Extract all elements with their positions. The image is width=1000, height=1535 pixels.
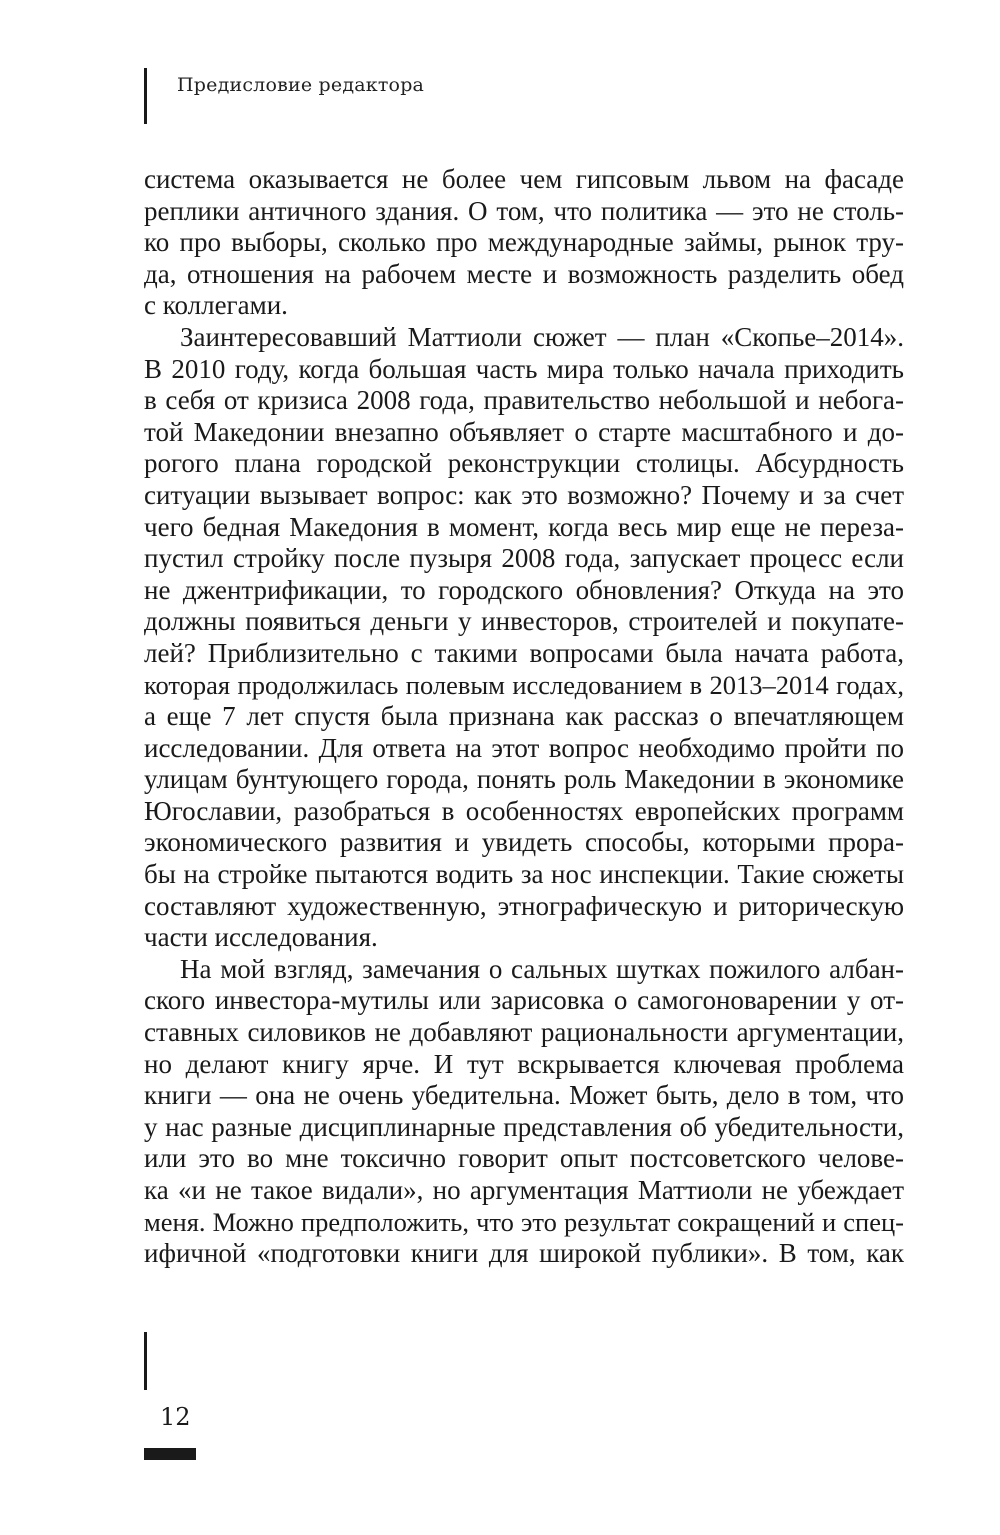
text-line: исследовании. Для ответа на этот вопрос необходимо пройти по (144, 732, 904, 763)
text-line: в себя от кризиса 2008 года, правительство небольшой и небога- (144, 385, 904, 416)
text-line: меня. Можно предположить, что это результат сокращений и спец- (144, 1206, 904, 1237)
running-head: Предисловие редактора (177, 74, 425, 96)
text-line: ставных силовиков не добавляют рациональности аргументации, (144, 1017, 904, 1048)
text-line: улицам бунтующего города, понять роль Македонии в экономике (144, 764, 904, 795)
text-line: или это во мне токсично говорит опыт постсоветского челове- (144, 1143, 904, 1174)
text-line: той Македонии внезапно объявляет о старте масштабного и до- (144, 416, 904, 447)
text-line: рогого плана городской реконструкции столицы. Абсурдность (144, 448, 904, 479)
text-line: не джентрификации, то городского обновления? Откуда на это (144, 574, 904, 605)
folio-bar (144, 1448, 196, 1460)
text-line: система оказывается не более чем гипсовым львом на фасаде (144, 164, 904, 194)
text-line: а еще 7 лет спустя была признана как рассказ о впечатляющем (144, 701, 904, 732)
text-line: составляют художественную, этнографическую и риторическую (144, 890, 904, 921)
text-line: книги — она не очень убедительна. Может быть, дело в том, что (144, 1080, 904, 1111)
text-line: лей? Приблизительно с такими вопросами была начата работа, (144, 637, 904, 668)
text-line: должны появиться деньги у инвесторов, строителей и покупате- (144, 606, 904, 637)
text-line: В 2010 году, когда большая часть мира только начала приходить (144, 353, 904, 384)
text-line: ка «и не такое видали», но аргументация Маттиоли не убеждает (144, 1175, 904, 1205)
body-text (144, 164, 904, 1270)
footer-rule (144, 1332, 147, 1390)
text-line: ситуации вызывает вопрос: как это возможно? Почему и за счет (144, 479, 904, 510)
text-line: с коллегами. (144, 290, 288, 321)
paragraph-start-line: Заинтересовавший Маттиоли сюжет — план «Скопье–2014». (180, 321, 904, 352)
text-line: ского инвестора-мутилы или зарисовка о самогоноварении у от- (144, 985, 904, 1016)
text-line: но делают книгу ярче. И тут вскрывается ключевая проблема (144, 1048, 904, 1079)
text-line: ко про выборы, сколько про международные займы, рынок тру- (144, 227, 904, 258)
text-line: которая продолжилась полевым исследованием в 2013–2014 годах, (144, 669, 904, 700)
header-rule (144, 68, 147, 124)
text-line: ифичной «подготовки книги для широкой публики». В том, как (144, 1238, 904, 1269)
text-line: чего бедная Македония в момент, когда весь мир еще не переза- (144, 511, 904, 542)
text-line: экономического развития и увидеть способы, которыми прора- (144, 827, 904, 858)
text-line: бы на стройке пытаются водить за нос инспекции. Такие сюжеты (144, 859, 904, 890)
text-line: у нас разные дисциплинарные представления об убедительности, (144, 1111, 904, 1142)
page-number: 12 (160, 1403, 191, 1431)
text-line: да, отношения на рабочем месте и возможность разделить обед (144, 258, 904, 289)
text-line: реплики античного здания. О том, что политика — это не столь- (144, 195, 904, 226)
text-line: пустил стройку после пузыря 2008 года, запускает процесс если (144, 543, 904, 574)
paragraph-start-line: На мой взгляд, замечания о сальных шутках пожилого албан- (180, 953, 904, 984)
text-line: Югославии, разобраться в особенностях европейских программ (144, 795, 904, 826)
text-line: части исследования. (144, 922, 378, 953)
